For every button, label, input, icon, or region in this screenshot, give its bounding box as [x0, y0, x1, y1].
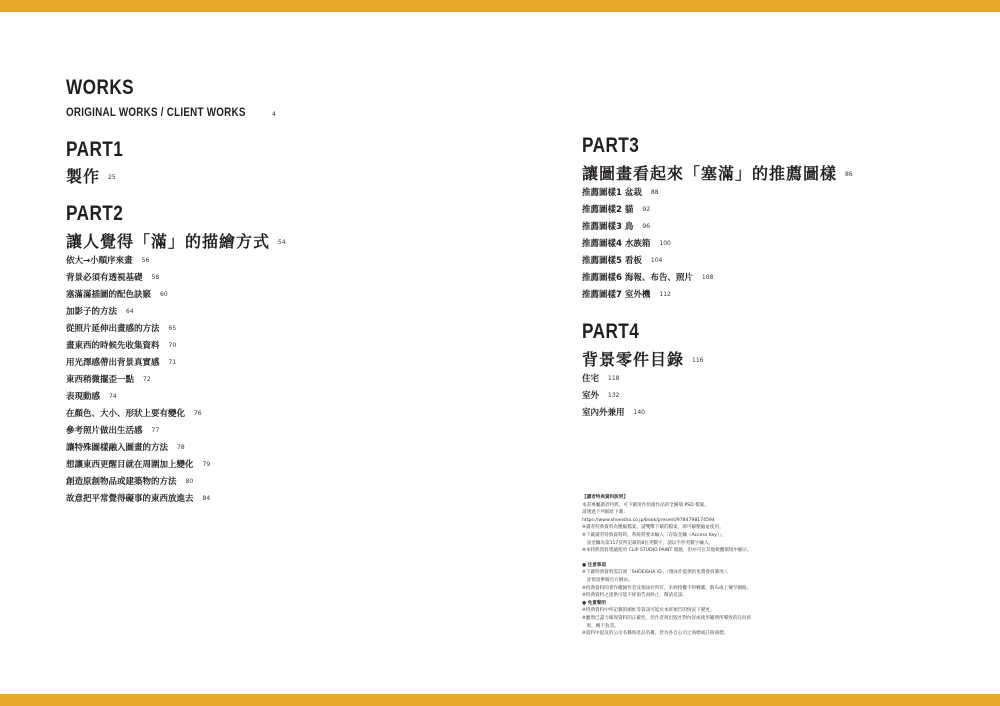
part2-item [66, 473, 210, 490]
part3-title: 讓圖畫看起來「塞滿」的推薦圖樣 [582, 164, 838, 183]
part3-item-label: 推薦圖樣6 海報、布告、照片 [582, 273, 693, 283]
note-line: ※特典資料之提供可能不經預告而終止，敬請見諒。 [582, 593, 687, 599]
part2-item-page-number: 74 [109, 393, 117, 400]
part2-label: PART2 [66, 202, 124, 225]
part2-page-number: 54 [278, 239, 286, 246]
part2-item-label: 東西稍微擺歪一點 [66, 375, 135, 385]
part3-item [582, 252, 713, 269]
part3-item-page-number: 88 [650, 189, 659, 196]
part1-page-number: 25 [108, 174, 116, 181]
note-line: ※資料中提及的公司名稱與產品名稱，皆為各自公司之商標或註冊商標。 [582, 631, 729, 637]
part3-item-label: 推薦圖樣2 貓 [582, 205, 634, 215]
works-subtitle: ORIGINAL WORKS / CLIENT WORKS [66, 105, 246, 119]
part2-item-page-number: 78 [177, 444, 185, 451]
part2-item-page-number: 71 [168, 359, 177, 366]
works-page-wrap [272, 104, 276, 123]
part2-item-page-number: 84 [202, 495, 211, 502]
part3-item [582, 235, 713, 252]
part3-item-list [582, 184, 713, 303]
part2-item-page-number: 79 [202, 461, 211, 468]
part3-section [582, 134, 853, 184]
note-line: 詳情請參閱官方網站。 [582, 577, 633, 583]
part2-item [66, 252, 210, 269]
part2-item [66, 354, 210, 371]
part3-item-label: 推薦圖樣5 看板 [582, 256, 642, 266]
part2-item-label: 塞滿滿插圖的配色訣竅 [66, 290, 152, 300]
reader-bonus-note [582, 494, 792, 638]
part4-item [582, 370, 645, 387]
bottom-accent-bar [0, 694, 1000, 706]
part3-item-page-number: 108 [701, 274, 714, 281]
part4-item-label: 住宅 [582, 374, 600, 384]
part3-label: PART3 [582, 134, 640, 157]
part2-item-label: 畫東西的時候先收集資料 [66, 341, 160, 351]
part4-item-page-number: 132 [608, 392, 620, 399]
part2-item-page-number: 77 [151, 427, 160, 434]
part4-title: 背景零件目錄 [582, 350, 685, 369]
part2-item-label: 表現動感 [66, 392, 101, 402]
part2-item [66, 337, 210, 354]
part3-item [582, 184, 713, 201]
note-line: ※下載特典資料需註冊「SHOEISHA iD」（翔泳社提供的免費會員制度）。 [582, 570, 731, 576]
top-accent-bar [0, 0, 1000, 12]
part2-item [66, 456, 210, 473]
part3-item-page-number: 92 [642, 206, 651, 213]
part2-item [66, 422, 210, 439]
part2-item-label: 故意把平常覺得礙事的東西放進去 [66, 494, 194, 504]
disclaimer-lines [582, 607, 792, 637]
part2-item [66, 320, 210, 337]
part2-item-page-number: 64 [126, 308, 134, 315]
part2-item-label: 創造原創物品或建築物的方法 [66, 477, 177, 487]
part2-title: 讓人覺得「滿」的描繪方式 [66, 232, 271, 251]
part2-item-label: 加影子的方法 [66, 307, 118, 317]
works-page-number: 4 [272, 111, 276, 118]
part1-title: 製作 [66, 167, 101, 186]
part4-item-label: 室外 [582, 391, 600, 401]
part3-item [582, 218, 713, 235]
part3-page-number: 86 [845, 171, 853, 178]
part3-item-label: 推薦圖樣3 鳥 [582, 222, 634, 232]
works-subtitle-row [66, 101, 285, 120]
works-section [66, 76, 149, 100]
part2-item-label: 在顏色、大小、形狀上要有變化 [66, 409, 186, 419]
note-line: ※下載讀者特典資料時，系統將要求輸入「存取金鑰（Access Key）」。 [582, 532, 727, 538]
part2-item-page-number: 70 [168, 342, 177, 349]
part2-item [66, 388, 210, 405]
part2-item-label: 依大→小順序來畫 [66, 256, 133, 266]
part1-label: PART1 [66, 138, 124, 161]
note-line: 該金鑰為第117頁所記載的8位英數字，請以半形英數字輸入。 [582, 540, 714, 546]
part3-item-page-number: 100 [659, 240, 671, 247]
part2-item-page-number: 72 [143, 376, 151, 383]
part2-item [66, 439, 210, 456]
part2-item-page-number: 58 [151, 274, 160, 281]
part3-item-page-number: 104 [650, 257, 663, 264]
part4-label: PART4 [582, 320, 640, 343]
part3-item-page-number: 96 [642, 223, 651, 230]
part3-item [582, 201, 713, 218]
part2-item-list [66, 252, 210, 507]
part2-item-label: 讓特殊圖樣融入圖畫的方法 [66, 443, 169, 453]
part3-item-label: 推薦圖樣1 盆栽 [582, 188, 642, 198]
part2-item-page-number: 60 [160, 291, 168, 298]
part2-item-page-number: 65 [168, 325, 177, 332]
part2-item-page-number: 76 [194, 410, 202, 417]
part2-item [66, 269, 210, 286]
part3-item [582, 286, 713, 303]
note-instructions [582, 502, 792, 555]
note-line: 請透過下列網址下載： [582, 510, 628, 516]
note-heading: 【讀者特典資料說明】 [582, 495, 628, 500]
part2-item [66, 490, 210, 507]
part2-item-label: 背景必須有透視基礎 [66, 273, 143, 283]
part3-item-label: 推薦圖樣4 水族箱 [582, 239, 651, 249]
note-line: https://www.shoeisha.co.jp/book/present/9784798174594 [582, 517, 715, 523]
part4-page-number: 116 [692, 357, 704, 364]
part4-item-list [582, 370, 645, 421]
works-title: WORKS [66, 76, 135, 99]
part3-item-label: 推薦圖樣7 室外機 [582, 290, 651, 300]
part4-item-page-number: 140 [633, 409, 645, 416]
part2-item-page-number: 80 [185, 478, 194, 485]
part2-item [66, 286, 210, 303]
part2-item-label: 參考照片做出生活感 [66, 426, 143, 436]
part4-item [582, 404, 645, 421]
note-line: 本書專屬讀者特典，可下載用作原創作品的全圖層 PSD 檔案。 [582, 502, 709, 508]
disclaimer-heading: ● 免責聲明 [582, 600, 606, 606]
part2-item [66, 371, 210, 388]
part2-section [66, 202, 286, 252]
part4-section [582, 320, 703, 370]
note-line: ※特典資料的著作權歸作者及翔泳社所有，未經授權不得轉載，散布或上傳至網路。 [582, 585, 752, 591]
note-line: ※雖然已盡力確保資料的正確性，但作者與出版社對內容或使用範例所導致的任何結 [582, 615, 752, 621]
part3-item [582, 269, 713, 286]
part2-item [66, 405, 210, 422]
part2-item-label: 用光澤感帶出背景真實感 [66, 358, 160, 368]
part3-item-page-number: 112 [659, 291, 671, 298]
part2-item-label: 從照片延伸出畫感的方法 [66, 324, 160, 334]
part4-item [582, 387, 645, 404]
part2-item [66, 303, 210, 320]
part4-item-page-number: 118 [608, 375, 620, 382]
part2-item-page-number: 56 [141, 257, 150, 264]
notice-heading: ● 注意事項 [582, 562, 606, 568]
part1-section [66, 138, 136, 187]
note-line: 果，概不負責。 [582, 623, 619, 629]
part2-item-label: 想讓東西更醒目就在周圍加上變化 [66, 460, 194, 470]
note-line: ※讀者特典資料為壓縮檔案，請雙擊下載的檔案，即可解壓縮並使用。 [582, 525, 724, 531]
note-line: ※本特典資料建議使用 CLIP STUDIO PAINT 開啟，但亦可在其他軟體環境中顯示。 [582, 548, 752, 554]
part4-item-label: 室內外兼用 [582, 408, 625, 418]
note-line: ※特典資料中所記載的網址等資訊可能於本經預告的情況下變更。 [582, 608, 715, 614]
notice-lines [582, 569, 792, 599]
